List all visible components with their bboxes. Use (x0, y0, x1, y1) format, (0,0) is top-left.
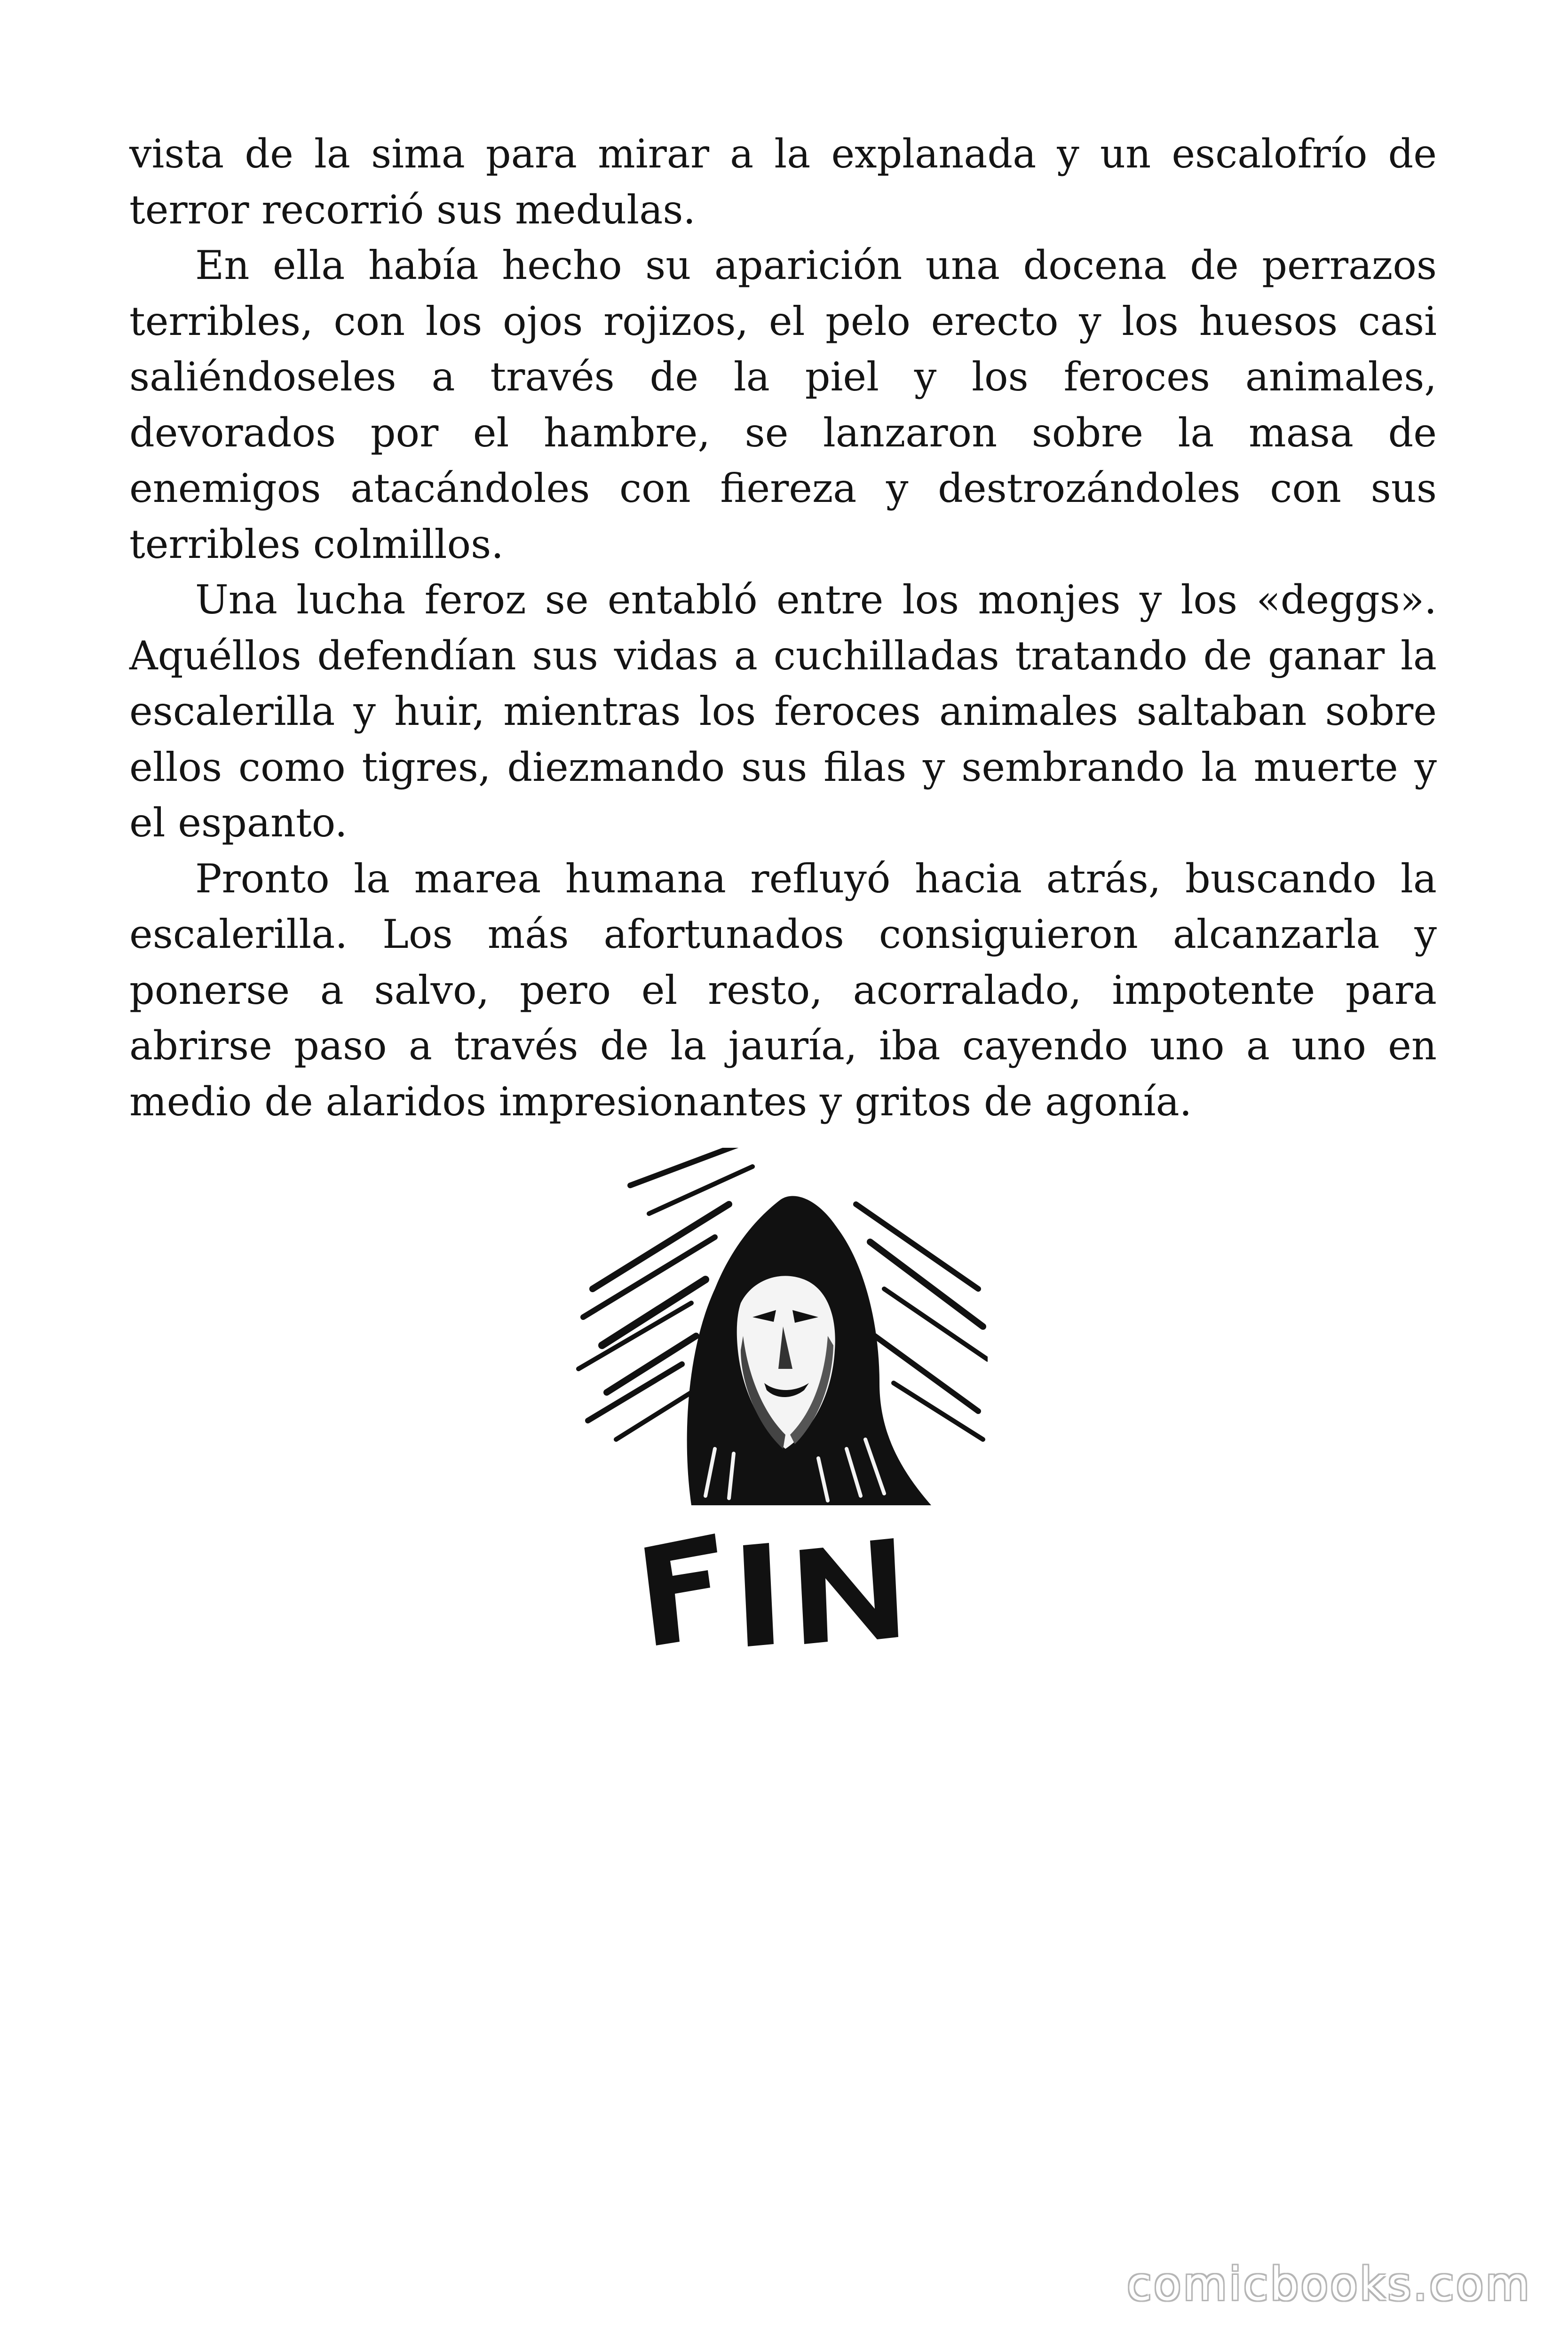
fin-illustration (574, 1148, 988, 1656)
watermark: comicbooks.com (1126, 2258, 1531, 2311)
paragraph-3: Una lucha feroz se entabló entre los monjes y los «deggs». Aquéllos defendían sus vidas a cuchilladas tratando de ganar la escalerilla y huir, mientras los feroces animales saltaban sobre ellos como tigres, diezmando sus filas y sembrando la muerte y el espanto. (129, 577, 1437, 846)
paragraph-2: En ella había hecho su aparición una docena de perrazos terribles, con los ojos rojizos, el pelo erecto y los huesos casi saliéndoseles a través de la piel y los feroces animales, devorados por el hambre, se lanzaron sobre la masa de enemigos atacándoles con fiereza y destrozándoles con sus terribles colmillos. (129, 242, 1437, 567)
body-text (129, 126, 1437, 1129)
hooded-figure-icon (574, 1148, 988, 1656)
paragraph-1: vista de la sima para mirar a la explanada y un escalofrío de terror recorrió sus medulas. (129, 131, 1437, 233)
paragraph-4: Pronto la marea humana refluyó hacia atrás, buscando la escalerilla. Los más afortunados consiguieron alcanzarla y ponerse a salvo, pero el resto, acorralado, impotente para abrirse paso a través de la jauría, iba cayendo uno a uno en medio de alaridos impresionantes y gritos de agonía. (129, 855, 1437, 1125)
